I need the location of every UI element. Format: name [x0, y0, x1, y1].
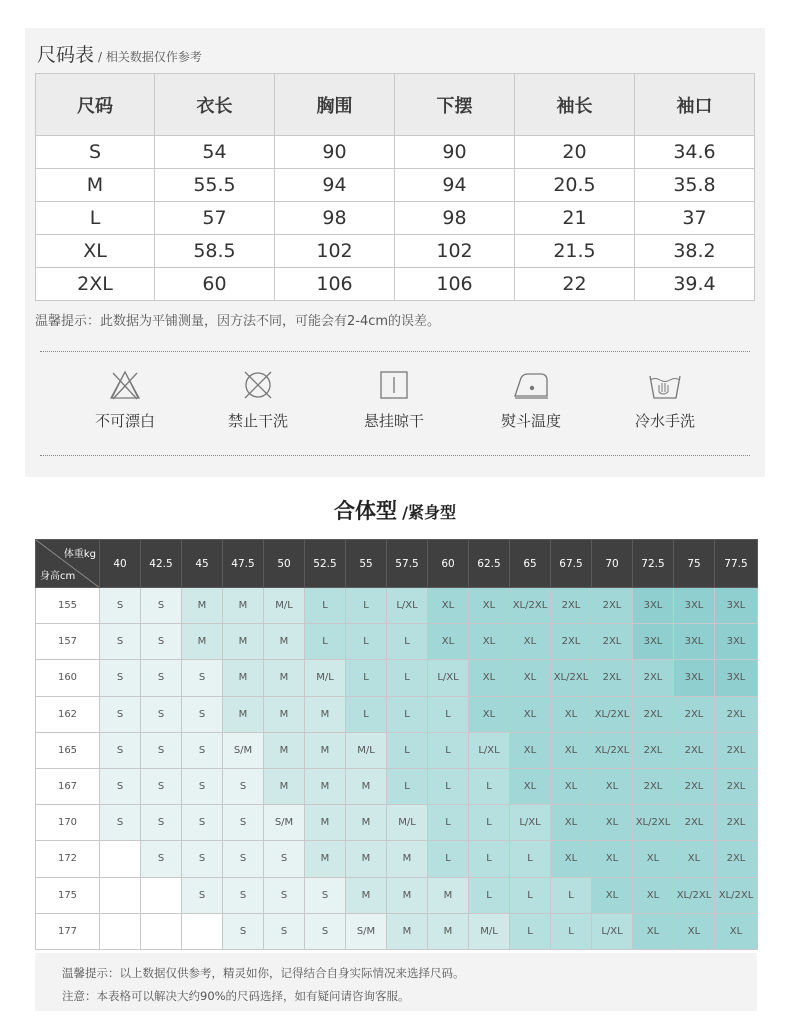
- fit-size-cell: L: [510, 913, 551, 949]
- fit-size-cell: M: [305, 841, 346, 877]
- fit-table: [35, 539, 758, 950]
- fit-size-cell: 2XL: [674, 768, 715, 804]
- fit-size-cell: S: [141, 696, 182, 732]
- size-chart-title: 尺码表: [37, 44, 95, 66]
- fit-size-cell: L: [469, 768, 510, 804]
- fit-row: [36, 588, 758, 624]
- fit-size-cell: L/XL: [469, 732, 510, 768]
- care-label: 悬挂晾干: [363, 412, 424, 430]
- size-value-cell: 37: [635, 202, 755, 235]
- size-row: [36, 235, 755, 268]
- fit-size-cell: 2XL: [551, 624, 592, 660]
- fit-size-cell: XL: [469, 588, 510, 624]
- fit-size-cell: M: [305, 696, 346, 732]
- size-row: [36, 169, 755, 202]
- fit-size-cell: L: [510, 877, 551, 913]
- fit-size-cell: M/L: [469, 913, 510, 949]
- fit-row: [36, 696, 758, 732]
- weight-header: 62.5: [469, 540, 510, 588]
- fit-size-cell: [100, 841, 141, 877]
- fit-header-row: [36, 540, 758, 588]
- fit-size-cell: L: [428, 841, 469, 877]
- weight-header: 47.5: [223, 540, 264, 588]
- fit-size-cell: L: [387, 660, 428, 696]
- fit-size-cell: L: [346, 588, 387, 624]
- fit-size-cell: XL: [592, 805, 633, 841]
- size-value-cell: 39.4: [635, 268, 755, 301]
- fit-row: [36, 877, 758, 913]
- weight-header: 42.5: [141, 540, 182, 588]
- fit-size-cell: XL: [551, 805, 592, 841]
- fit-size-cell: 3XL: [633, 624, 674, 660]
- fit-size-cell: M/L: [305, 660, 346, 696]
- height-label: 160: [36, 660, 100, 696]
- fit-size-cell: 2XL: [592, 660, 633, 696]
- fit-row: [36, 624, 758, 660]
- fit-size-cell: 2XL: [715, 732, 758, 768]
- fit-size-cell: XL: [633, 913, 674, 949]
- height-label: 172: [36, 841, 100, 877]
- size-value-cell: 34.6: [635, 136, 755, 169]
- size-label-cell: S: [36, 136, 155, 169]
- fit-size-cell: [141, 877, 182, 913]
- fit-size-cell: S: [141, 732, 182, 768]
- size-value-cell: 98: [395, 202, 515, 235]
- fit-size-cell: 2XL: [674, 732, 715, 768]
- fit-size-cell: XL: [510, 660, 551, 696]
- fit-size-cell: M: [387, 841, 428, 877]
- weight-header: 67.5: [551, 540, 592, 588]
- size-table: [35, 73, 755, 301]
- fit-size-cell: XL: [510, 696, 551, 732]
- fit-size-cell: M: [387, 913, 428, 949]
- weight-header: 60: [428, 540, 469, 588]
- fit-size-cell: 2XL: [674, 805, 715, 841]
- fit-size-cell: S: [182, 660, 223, 696]
- care-item-no-dry-clean: [198, 368, 318, 431]
- fit-size-cell: XL/2XL: [510, 588, 551, 624]
- fit-row: [36, 732, 758, 768]
- fit-row: [36, 805, 758, 841]
- fit-size-cell: XL/2XL: [674, 877, 715, 913]
- care-label: 冷水手洗: [634, 412, 695, 430]
- fit-size-cell: S: [141, 588, 182, 624]
- fit-size-cell: M: [264, 732, 305, 768]
- size-value-cell: 102: [275, 235, 395, 268]
- fit-size-cell: L: [305, 624, 346, 660]
- fit-size-cell: [100, 877, 141, 913]
- fit-size-cell: S: [141, 805, 182, 841]
- dotted-divider: [40, 455, 750, 456]
- fit-size-cell: 2XL: [715, 768, 758, 804]
- fit-size-cell: S: [100, 768, 141, 804]
- fit-note-2: 注意：本表格可以解决大约90%的尺码选择，如有疑问请咨询客服。: [62, 989, 410, 1003]
- size-value-cell: 20: [515, 136, 635, 169]
- size-value-cell: 94: [395, 169, 515, 202]
- fit-size-cell: 2XL: [633, 696, 674, 732]
- fit-size-cell: [141, 913, 182, 949]
- weight-header: 57.5: [387, 540, 428, 588]
- fit-subtitle: /紧身型: [402, 503, 456, 522]
- height-label: 170: [36, 805, 100, 841]
- care-label: 不可漂白: [94, 412, 155, 430]
- size-value-cell: 58.5: [155, 235, 275, 268]
- size-row: [36, 268, 755, 301]
- fit-size-cell: S: [100, 732, 141, 768]
- fit-size-cell: S: [182, 805, 223, 841]
- fit-size-cell: L: [387, 696, 428, 732]
- fit-size-cell: S: [182, 841, 223, 877]
- fit-grid: [35, 539, 757, 949]
- fit-size-cell: 2XL: [592, 588, 633, 624]
- size-table-header: [36, 74, 755, 136]
- weight-header: 52.5: [305, 540, 346, 588]
- fit-size-cell: S: [223, 805, 264, 841]
- corner-weight-label: 体重kg: [63, 549, 96, 560]
- fit-size-cell: L/XL: [428, 660, 469, 696]
- no-wash-icon: [241, 368, 275, 402]
- fit-size-cell: XL: [469, 696, 510, 732]
- fit-size-cell: XL: [551, 768, 592, 804]
- fit-size-cell: 3XL: [633, 588, 674, 624]
- fit-size-cell: XL: [428, 624, 469, 660]
- fit-note-1: 温馨提示：以上数据仅供参考，精灵如你，记得结合自身实际情况来选择尺码。: [62, 966, 465, 980]
- fit-size-cell: 3XL: [715, 660, 758, 696]
- size-value-cell: 21.5: [515, 235, 635, 268]
- fit-size-cell: XL: [428, 588, 469, 624]
- weight-header: 72.5: [633, 540, 674, 588]
- fit-size-cell: 2XL: [715, 696, 758, 732]
- fit-size-cell: M: [264, 696, 305, 732]
- weight-header: 55: [346, 540, 387, 588]
- size-label-cell: L: [36, 202, 155, 235]
- header-chest: 胸围: [275, 74, 395, 136]
- header-length: 衣长: [155, 74, 275, 136]
- fit-size-cell: XL/2XL: [715, 877, 758, 913]
- size-value-cell: 35.8: [635, 169, 755, 202]
- fit-size-cell: M: [182, 624, 223, 660]
- weight-header: 45: [182, 540, 223, 588]
- fit-size-cell: M: [346, 841, 387, 877]
- fit-size-cell: 2XL: [551, 588, 592, 624]
- fit-size-cell: 2XL: [633, 768, 674, 804]
- fit-corner-cell: [36, 540, 100, 588]
- size-value-cell: 102: [395, 235, 515, 268]
- fit-size-cell: M/L: [346, 732, 387, 768]
- fit-size-cell: XL: [551, 841, 592, 877]
- fit-size-cell: S: [141, 624, 182, 660]
- fit-size-cell: S: [141, 660, 182, 696]
- size-chart-tip: 温馨提示：此数据为平铺测量，因方法不同，可能会有2-4cm的误差。: [35, 314, 441, 329]
- fit-notes-panel: [35, 953, 757, 1011]
- fit-size-cell: S: [182, 877, 223, 913]
- size-label-cell: 2XL: [36, 268, 155, 301]
- fit-size-cell: M: [223, 588, 264, 624]
- fit-size-cell: L: [428, 768, 469, 804]
- size-value-cell: 106: [395, 268, 515, 301]
- fit-size-cell: M: [387, 877, 428, 913]
- size-value-cell: 57: [155, 202, 275, 235]
- fit-size-cell: M: [346, 768, 387, 804]
- fit-size-cell: 2XL: [715, 841, 758, 877]
- fit-size-cell: XL: [633, 877, 674, 913]
- fit-size-cell: XL/2XL: [551, 660, 592, 696]
- fit-size-cell: M/L: [387, 805, 428, 841]
- fit-size-cell: L: [305, 588, 346, 624]
- fit-size-cell: L: [428, 696, 469, 732]
- fit-size-cell: 2XL: [715, 805, 758, 841]
- fit-size-cell: S: [264, 841, 305, 877]
- fit-size-cell: M: [223, 624, 264, 660]
- size-value-cell: 90: [395, 136, 515, 169]
- fit-size-cell: M: [264, 624, 305, 660]
- weight-header: 40: [100, 540, 141, 588]
- fit-size-cell: S: [100, 805, 141, 841]
- size-value-cell: 38.2: [635, 235, 755, 268]
- fit-size-cell: 3XL: [715, 588, 758, 624]
- fit-size-cell: XL: [592, 877, 633, 913]
- fit-size-cell: XL/2XL: [592, 732, 633, 768]
- fit-size-cell: S: [182, 696, 223, 732]
- fit-size-cell: 2XL: [674, 696, 715, 732]
- fit-size-cell: M: [223, 696, 264, 732]
- fit-size-cell: XL: [551, 696, 592, 732]
- fit-size-cell: M: [305, 805, 346, 841]
- fit-size-cell: S: [100, 588, 141, 624]
- fit-size-cell: S: [182, 768, 223, 804]
- fit-size-cell: XL/2XL: [592, 696, 633, 732]
- fit-size-cell: L: [551, 877, 592, 913]
- fit-size-cell: S: [223, 877, 264, 913]
- fit-size-cell: L: [469, 841, 510, 877]
- fit-size-cell: 2XL: [633, 732, 674, 768]
- fit-size-cell: S: [100, 696, 141, 732]
- size-value-cell: 90: [275, 136, 395, 169]
- weight-header: 50: [264, 540, 305, 588]
- fit-size-cell: 3XL: [674, 588, 715, 624]
- fit-size-cell: XL: [469, 660, 510, 696]
- fit-size-cell: XL: [510, 624, 551, 660]
- fit-size-cell: L: [346, 660, 387, 696]
- fit-size-cell: S: [182, 732, 223, 768]
- size-chart-panel: [25, 28, 765, 477]
- weight-header: 65: [510, 540, 551, 588]
- height-label: 157: [36, 624, 100, 660]
- fit-size-cell: S: [141, 768, 182, 804]
- fit-row: [36, 768, 758, 804]
- fit-size-cell: L: [428, 732, 469, 768]
- fit-size-cell: M: [305, 732, 346, 768]
- fit-size-cell: L: [346, 624, 387, 660]
- fit-size-cell: 3XL: [674, 624, 715, 660]
- fit-size-cell: S: [305, 913, 346, 949]
- height-label: 167: [36, 768, 100, 804]
- size-chart-subtitle: / 相关数据仅作参考: [98, 50, 202, 64]
- fit-size-cell: L: [510, 841, 551, 877]
- fit-size-cell: S: [223, 913, 264, 949]
- fit-size-cell: S/M: [223, 732, 264, 768]
- size-value-cell: 22: [515, 268, 635, 301]
- fit-row: [36, 660, 758, 696]
- fit-size-cell: XL: [592, 841, 633, 877]
- fit-heading: [0, 495, 790, 525]
- fit-size-cell: S: [264, 877, 305, 913]
- iron-icon: [511, 368, 551, 402]
- fit-size-cell: 2XL: [592, 624, 633, 660]
- fit-size-cell: XL: [715, 913, 758, 949]
- fit-size-cell: S/M: [264, 805, 305, 841]
- size-label-cell: M: [36, 169, 155, 202]
- fit-size-cell: M: [305, 768, 346, 804]
- size-value-cell: 60: [155, 268, 275, 301]
- fit-size-cell: M: [428, 913, 469, 949]
- cold-hand-wash-icon: [646, 368, 684, 402]
- size-value-cell: 20.5: [515, 169, 635, 202]
- fit-size-cell: [100, 913, 141, 949]
- fit-size-cell: L: [551, 913, 592, 949]
- corner-height-label: 身高cm: [40, 571, 76, 582]
- fit-size-cell: XL: [510, 732, 551, 768]
- care-label: 熨斗温度: [500, 412, 561, 430]
- size-value-cell: 94: [275, 169, 395, 202]
- weight-header: 70: [592, 540, 633, 588]
- header-cuff: 袖口: [635, 74, 755, 136]
- fit-size-cell: 2XL: [633, 660, 674, 696]
- fit-size-cell: S: [223, 841, 264, 877]
- size-row: [36, 136, 755, 169]
- fit-size-cell: XL: [633, 841, 674, 877]
- fit-size-cell: L/XL: [510, 805, 551, 841]
- fit-size-cell: XL: [510, 768, 551, 804]
- fit-size-cell: L: [428, 805, 469, 841]
- fit-size-cell: M/L: [264, 588, 305, 624]
- fit-title: 合体型: [334, 499, 398, 523]
- fit-size-cell: L/XL: [387, 588, 428, 624]
- size-chart-title-row: [37, 40, 202, 66]
- care-item-iron: [471, 368, 591, 431]
- hang-dry-icon: [377, 368, 411, 402]
- care-item-cold-hand-wash: [605, 368, 725, 431]
- care-label: 禁止干洗: [227, 412, 288, 430]
- weight-header: 77.5: [715, 540, 758, 588]
- fit-size-cell: S: [223, 768, 264, 804]
- fit-size-cell: XL: [551, 732, 592, 768]
- fit-size-cell: M: [223, 660, 264, 696]
- fit-size-cell: L: [346, 696, 387, 732]
- fit-size-cell: S: [100, 624, 141, 660]
- care-item-no-bleach: [65, 368, 185, 431]
- fit-size-cell: XL/2XL: [633, 805, 674, 841]
- size-value-cell: 54: [155, 136, 275, 169]
- fit-size-cell: 3XL: [674, 660, 715, 696]
- fit-size-cell: M: [264, 660, 305, 696]
- fit-size-cell: M: [346, 805, 387, 841]
- fit-size-cell: S: [100, 660, 141, 696]
- fit-size-cell: M: [182, 588, 223, 624]
- fit-size-cell: S/M: [346, 913, 387, 949]
- fit-size-cell: L: [387, 768, 428, 804]
- fit-size-cell: L: [387, 732, 428, 768]
- height-label: 177: [36, 913, 100, 949]
- fit-size-cell: 3XL: [715, 624, 758, 660]
- fit-size-cell: M: [428, 877, 469, 913]
- fit-size-cell: M: [346, 877, 387, 913]
- fit-size-cell: L/XL: [592, 913, 633, 949]
- fit-size-cell: S: [141, 841, 182, 877]
- size-label-cell: XL: [36, 235, 155, 268]
- height-label: 165: [36, 732, 100, 768]
- dotted-divider: [40, 351, 750, 352]
- size-value-cell: 106: [275, 268, 395, 301]
- fit-size-cell: L: [387, 624, 428, 660]
- size-value-cell: 55.5: [155, 169, 275, 202]
- fit-size-cell: S: [264, 913, 305, 949]
- no-bleach-icon: [108, 368, 142, 402]
- fit-size-cell: XL: [674, 913, 715, 949]
- fit-size-cell: M: [264, 768, 305, 804]
- size-value-cell: 21: [515, 202, 635, 235]
- size-value-cell: 98: [275, 202, 395, 235]
- height-label: 155: [36, 588, 100, 624]
- care-item-hang-dry: [334, 368, 454, 431]
- fit-row: [36, 841, 758, 877]
- fit-size-cell: L: [469, 877, 510, 913]
- header-hem: 下摆: [395, 74, 515, 136]
- fit-size-cell: [182, 913, 223, 949]
- fit-size-cell: L: [469, 805, 510, 841]
- fit-size-cell: S: [305, 877, 346, 913]
- height-label: 175: [36, 877, 100, 913]
- header-size: 尺码: [36, 74, 155, 136]
- fit-size-cell: XL: [469, 624, 510, 660]
- height-label: 162: [36, 696, 100, 732]
- weight-header: 75: [674, 540, 715, 588]
- fit-size-cell: XL: [674, 841, 715, 877]
- fit-size-cell: XL: [592, 768, 633, 804]
- header-sleeve-length: 袖长: [515, 74, 635, 136]
- size-row: [36, 202, 755, 235]
- fit-row: [36, 913, 758, 949]
